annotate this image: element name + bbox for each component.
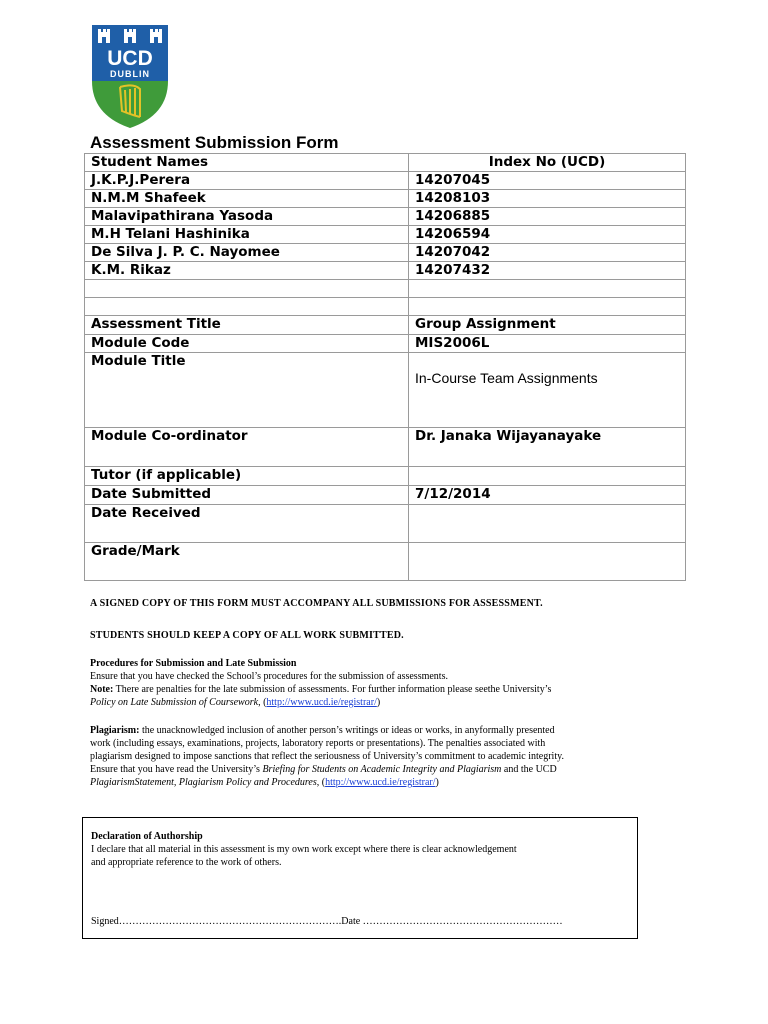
student-index: 14206594 xyxy=(409,226,686,244)
declaration-line: I declare that all material in this assessment is my own work except where there is clear acknowledgement xyxy=(91,844,517,855)
assessment-title-row xyxy=(85,316,686,335)
briefing-title: Briefing for Students on Academic Integrity and Plagiarism xyxy=(262,764,502,775)
date-submitted-label: Date Submitted xyxy=(85,486,409,505)
date-received-label: Date Received xyxy=(85,505,409,543)
student-index: 14207042 xyxy=(409,244,686,262)
note-label: Note: xyxy=(90,684,114,695)
empty-cell xyxy=(409,298,686,316)
grade-label: Grade/Mark xyxy=(85,543,409,581)
table-row xyxy=(85,190,686,208)
plagiarism-line xyxy=(90,724,650,737)
signed-copy-notice: A SIGNED COPY OF THIS FORM MUST ACCOMPANY ALL SUBMISSIONS FOR ASSESSMENT. xyxy=(90,598,543,609)
grade-value xyxy=(409,543,686,581)
table-row xyxy=(85,208,686,226)
student-name: De Silva J. P. C. Nayomee xyxy=(85,244,409,262)
module-title-label: Module Title xyxy=(85,353,409,428)
student-index: 14206885 xyxy=(409,208,686,226)
note-text: There are penalties for the late submission of assessments. For further information please seethe University’s xyxy=(113,684,552,695)
date-submitted-value: 7/12/2014 xyxy=(409,486,686,505)
procedures-heading: Procedures for Submission and Late Submission xyxy=(90,658,297,669)
coordinator-label: Module Co-ordinator xyxy=(85,428,409,467)
table-row xyxy=(85,226,686,244)
ucd-dublin-logo xyxy=(90,23,170,129)
plagiarism-text: the unacknowledged inclusion of another person’s writings or ideas or works, in anyformally presented xyxy=(139,725,555,736)
signature-line: Signed………………………………………………………….Date …………………………………………………… xyxy=(91,916,563,927)
table-header-row xyxy=(85,154,686,172)
declaration-heading: Declaration of Authorship xyxy=(91,831,203,842)
date-received-row xyxy=(85,505,686,543)
student-name: K.M. Rikaz xyxy=(85,262,409,280)
procedures-policy xyxy=(90,696,650,709)
empty-row xyxy=(85,298,686,316)
header-student-names: Student Names xyxy=(85,154,409,172)
assessment-title-value: Group Assignment xyxy=(409,316,686,335)
grade-row xyxy=(85,543,686,581)
student-index: 14207045 xyxy=(409,172,686,190)
statement-title: PlagiarismStatement, Plagiarism Policy and Procedures xyxy=(90,777,317,788)
coordinator-row xyxy=(85,428,686,467)
registrar-link[interactable]: http://www.ucd.ie/registrar/ xyxy=(325,777,436,788)
declaration-box xyxy=(82,817,638,939)
plagiarism-text: and the UCD xyxy=(501,764,557,775)
module-code-row xyxy=(85,335,686,353)
table-row xyxy=(85,172,686,190)
procedures-note xyxy=(90,683,650,696)
plagiarism-line: plagiarism designed to impose sanctions that reflect the seriousness of University’s commitment to academic integrity. xyxy=(90,751,564,762)
student-name: J.K.P.J.Perera xyxy=(85,172,409,190)
separator: , ( xyxy=(316,777,326,788)
plagiarism-text: Ensure that you have read the University’s xyxy=(90,764,263,775)
declaration-line: and appropriate reference to the work of others. xyxy=(91,857,282,868)
module-code-value: MIS2006L xyxy=(409,335,686,353)
procedures-line: Ensure that you have checked the School’s procedures for the submission of assessments. xyxy=(90,671,448,682)
separator: ) xyxy=(376,697,381,708)
header-index-no: Index No (UCD) xyxy=(409,154,686,172)
date-submitted-row xyxy=(85,486,686,505)
student-index: 14207432 xyxy=(409,262,686,280)
empty-cell xyxy=(85,298,409,316)
assessment-title-label: Assessment Title xyxy=(85,316,409,335)
svg-text:UCD: UCD xyxy=(107,47,153,70)
submission-table xyxy=(84,153,686,581)
plagiarism-line: work (including essays, examinations, projects, laboratory reports or presentations). The penalties associated with xyxy=(90,738,546,749)
module-title-row xyxy=(85,353,686,428)
student-index: 14208103 xyxy=(409,190,686,208)
form-title: Assessment Submission Form xyxy=(90,133,339,152)
coordinator-value: Dr. Janaka Wijayanayake xyxy=(409,428,686,467)
empty-cell xyxy=(85,280,409,298)
plagiarism-line xyxy=(90,776,650,789)
procedures-section xyxy=(90,657,650,709)
student-name: N.M.M Shafeek xyxy=(85,190,409,208)
svg-text:DUBLIN: DUBLIN xyxy=(110,69,150,79)
empty-row xyxy=(85,280,686,298)
student-name: Malavipathirana Yasoda xyxy=(85,208,409,226)
tutor-row xyxy=(85,467,686,486)
module-title-value: In-Course Team Assignments xyxy=(409,353,686,428)
plagiarism-label: Plagiarism: xyxy=(90,725,140,736)
date-received-value xyxy=(409,505,686,543)
plagiarism-section xyxy=(90,724,650,789)
table-row xyxy=(85,262,686,280)
student-name: M.H Telani Hashinika xyxy=(85,226,409,244)
keep-copy-notice: STUDENTS SHOULD KEEP A COPY OF ALL WORK SUBMITTED. xyxy=(90,630,404,641)
tutor-value xyxy=(409,467,686,486)
table-row xyxy=(85,244,686,262)
registrar-link[interactable]: http://www.ucd.ie/registrar/ xyxy=(266,697,377,708)
plagiarism-line xyxy=(90,763,650,776)
module-code-label: Module Code xyxy=(85,335,409,353)
separator: ) xyxy=(435,777,439,788)
policy-title: Policy on Late Submission of Coursework xyxy=(90,697,259,708)
separator: , ( xyxy=(258,697,267,708)
empty-cell xyxy=(409,280,686,298)
tutor-label: Tutor (if applicable) xyxy=(85,467,409,486)
